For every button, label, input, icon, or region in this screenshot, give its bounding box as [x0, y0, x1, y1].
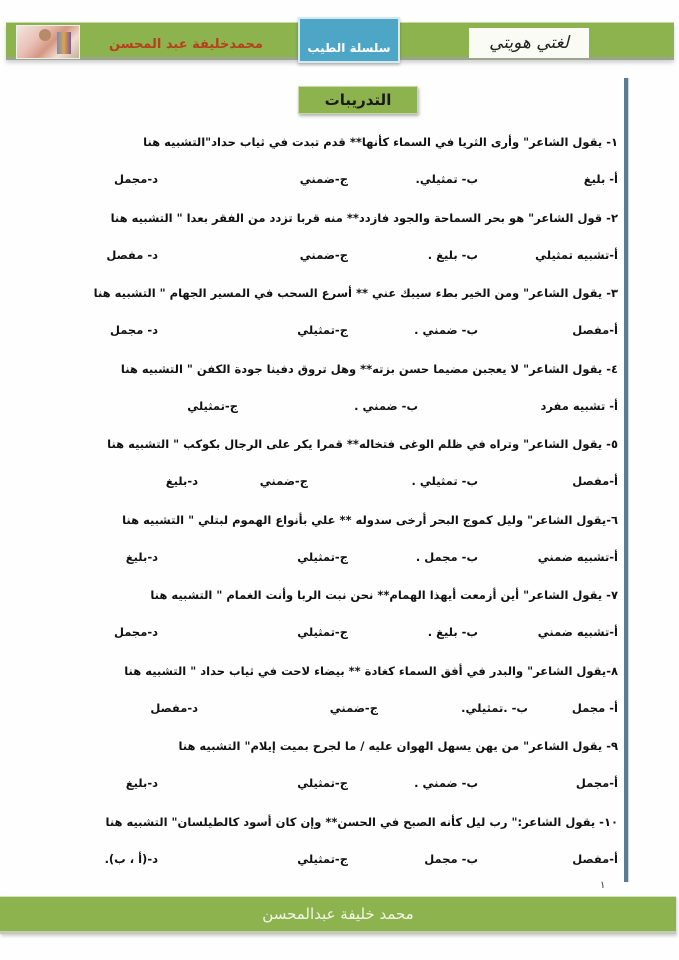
question-list — [40, 128, 618, 883]
options-row — [40, 323, 618, 341]
question-item — [40, 506, 618, 582]
question-item — [40, 128, 618, 204]
option-b: ب- ضمني . — [414, 776, 478, 790]
question-text: ٩- يقول الشاعر" من يهن يسهل الهوان عليه / ما لجرح بميت إيلام" التشبيه هنا — [178, 739, 618, 753]
question-item — [40, 430, 618, 506]
option-c: ج-ضمني — [299, 172, 348, 186]
question-item — [40, 355, 618, 431]
question-text: ٤- يقول الشاعر" لا يعجبن مضيما حسن بزته** وهل تروق دفينا جودة الكفن " التشبيه هنا — [120, 361, 618, 376]
question-item — [40, 581, 618, 657]
option-b: ب- ضمني . — [354, 398, 418, 413]
option-b: ب- مجمل . — [415, 549, 478, 564]
options-row — [40, 550, 618, 568]
option-c: ج-تمثيلي — [297, 625, 348, 639]
question-item — [40, 732, 618, 808]
option-a: أ-تشبيه ضمني — [537, 549, 618, 564]
question-item — [40, 657, 618, 733]
option-b: ب- ضمني . — [414, 323, 478, 337]
question-text: ٢- قول الشاعر" هو بحر السماحة والجود فازدد** منه قربا تزدد من الفقر بعدا " التشبيه هنا — [110, 210, 618, 225]
option-b: ب- .تمثيلي. — [461, 700, 528, 715]
option-b: ب- تمثيلي . — [411, 474, 478, 488]
author-name: محمدخليفة عبد المحسن — [109, 37, 263, 52]
option-a: أ- مجمل — [571, 700, 618, 715]
question-text: ٦-يقول الشاعر" وليل كموج البحر أرخى سدوله ** علي بأنواع الهموم لبتلي " التشبيه هنا — [122, 512, 618, 527]
question-text: ٧- يقول الشاعر" أين أزمعت أيهذا الهمام** نحن نبت الربا وأنت الغمام " التشبيه هنا — [150, 588, 618, 602]
option-a: أ-مفصل — [572, 851, 618, 866]
question-text: ١٠- يقول الشاعر:" رب ليل كأنه الصبح في الحسن** وإن كان أسود كالطيلسان" التشبيه هنا — [105, 814, 618, 829]
option-a: أ-مفصل — [572, 323, 618, 337]
question-item — [40, 204, 618, 280]
option-c: ج-تمثيلي — [187, 398, 238, 413]
question-item — [40, 808, 618, 884]
options-row — [40, 248, 618, 266]
options-row — [40, 399, 618, 417]
option-d: د-(أ ، ب). — [104, 851, 158, 866]
options-row — [40, 776, 618, 794]
option-d: د- مجمل — [109, 323, 158, 337]
series-label: سلسلة الطيب — [298, 17, 400, 63]
option-b: ب- بليغ . — [427, 247, 478, 262]
footer-author: محمد خليفة عبدالمحسن — [262, 905, 414, 923]
options-row — [40, 701, 618, 719]
option-d: د- مفصل — [106, 247, 158, 262]
options-row — [40, 852, 618, 870]
option-d: د-مجمل — [113, 625, 158, 639]
option-c: ج-ضمني — [259, 474, 308, 488]
question-text: ٨-يقول الشاعر" والبدر في أفق السماء كغادة ** بيضاء لاحت في ثياب حداد " التشبيه هنا — [124, 663, 618, 678]
option-c: ج-ضمني — [299, 247, 348, 262]
option-a: أ-تشبيه تمثيلي — [535, 247, 618, 262]
question-text: ٣- يقول الشاعر" ومن الخير بطء سيبك عني ** أسرع السحب في المسير الجهام " التشبيه هنا — [93, 286, 618, 300]
option-a: أ-مفصل — [572, 474, 618, 488]
option-d: د-بليغ — [125, 549, 158, 564]
option-c: ج-تمثيلي — [297, 549, 348, 564]
options-row — [40, 625, 618, 643]
option-d: د-بليغ — [165, 474, 198, 488]
options-row — [40, 172, 618, 190]
option-a: أ- تشبيه مفرد — [540, 398, 618, 413]
options-row — [40, 474, 618, 492]
question-text: ١- يقول الشاعر" وأرى الثريا في السماء كأنها** قدم تبدت في ثياب حداد"التشبيه هنا — [143, 135, 618, 149]
header-band — [6, 22, 674, 60]
option-c: ج-تمثيلي — [297, 851, 348, 866]
option-d: د-بليغ — [125, 776, 158, 790]
option-c: ج-ضمني — [329, 700, 378, 715]
logo: لغتي هويتي — [469, 28, 589, 58]
option-d: د-مجمل — [113, 172, 158, 186]
option-b: ب- مجمل — [424, 851, 478, 866]
page-number: ١ — [600, 880, 606, 891]
option-c: ج-تمثيلي — [297, 776, 348, 790]
option-a: أ-تشبيه ضمني — [537, 625, 618, 639]
footer-band — [0, 896, 676, 934]
option-a: أ-مجمل — [575, 776, 618, 790]
page-title: التدريبات — [298, 86, 418, 114]
option-c: ج-تمثيلي — [297, 323, 348, 337]
option-b: ب- تمثيلي. — [415, 172, 478, 186]
student-photo-image — [16, 25, 80, 59]
question-item — [40, 279, 618, 355]
option-b: ب- بليغ . — [427, 625, 478, 639]
option-d: د-مفصل — [150, 700, 198, 715]
question-text: ٥- يقول الشاعر" وتراه في ظلم الوغى فتخاله** قمرا يكر على الرجال بكوكب " التشبيه هنا — [107, 437, 618, 451]
vertical-rule — [624, 78, 628, 882]
option-a: أ- بليغ — [583, 172, 618, 186]
